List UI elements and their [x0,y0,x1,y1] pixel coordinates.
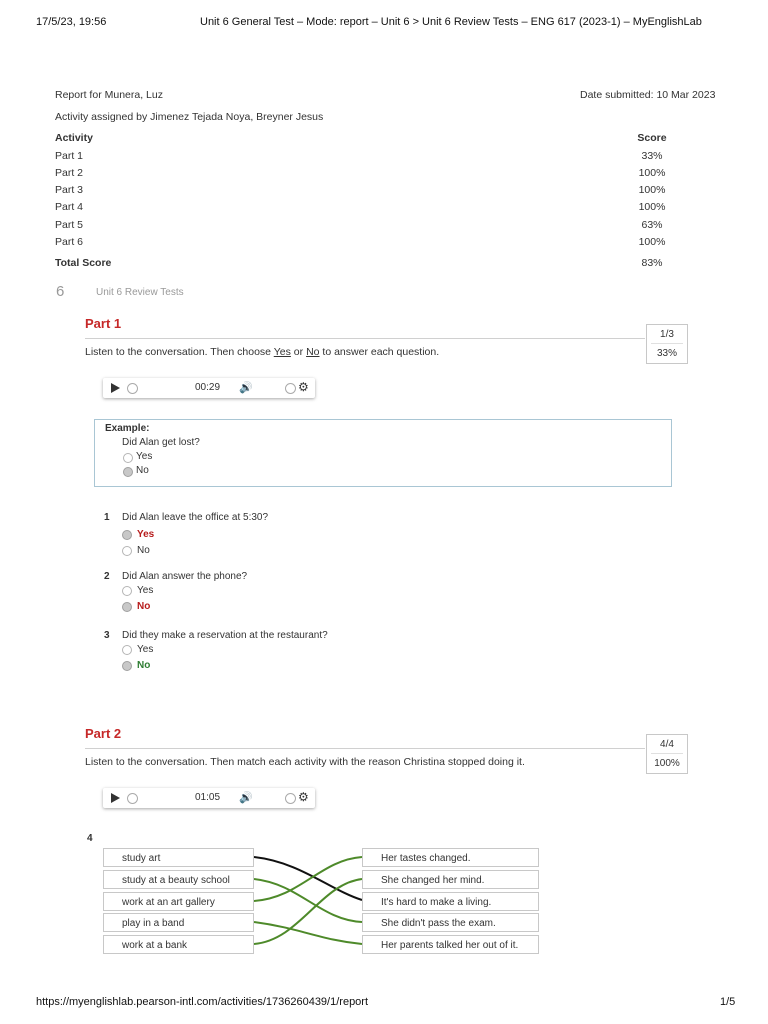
option-label: Yes [137,644,154,655]
match-left-item[interactable]: play in a band [103,913,254,932]
question-number: 2 [104,571,110,582]
question-number: 4 [87,833,93,844]
match-right-item[interactable]: Her tastes changed. [362,848,539,867]
activity-cell: Part 3 [55,184,84,196]
audio-time: 00:29 [195,382,221,393]
question-text: Did Alan answer the phone? [122,571,248,582]
total-score-label: Total Score [55,257,112,269]
question-number: 3 [104,630,110,641]
match-right-item[interactable]: Her parents talked her out of it. [362,935,539,954]
score-cell: 100% [638,236,666,248]
instruction-no: No [306,346,320,358]
score-cell: 100% [638,184,666,196]
part2-instructions: Listen to the conversation. Then match each activity with the reason Christina stopped doing it. [85,756,525,768]
total-score-value: 83% [641,257,663,269]
unit-title: Unit 6 Review Tests [96,287,184,298]
part2-score-percent: 100% [654,758,680,769]
option-label: No [136,465,149,476]
score-column-header: Score [637,132,667,144]
score-cell: 63% [641,219,663,231]
part1-score-percent: 33% [656,348,677,359]
score-cell: 33% [641,150,663,162]
report-for: Report for Munera, Luz [55,89,163,101]
question-text: Did they make a reservation at the restaurant? [122,630,328,641]
match-line [254,857,362,900]
activity-cell: Part 4 [55,201,84,213]
unit-number: 6 [56,283,65,300]
match-left-item[interactable]: work at an art gallery [103,892,254,911]
activity-cell: Part 5 [55,219,84,231]
part1-title: Part 1 [85,316,122,331]
print-page-number: 1/5 [720,996,736,1008]
option-label: No [137,660,151,671]
assigned-by: Activity assigned by Jimenez Tejada Noya, Breyner Jesus [55,111,324,123]
match-left-item[interactable]: study at a beauty school [103,870,254,889]
example-question: Did Alan get lost? [122,437,200,448]
date-submitted: Date submitted: 10 Mar 2023 [580,89,716,101]
volume-icon[interactable]: 🔊 [239,792,253,804]
part2-score-fraction: 4/4 [651,735,683,754]
match-right-item[interactable]: It's hard to make a living. [362,892,539,911]
example-label: Example: [105,423,150,434]
part2-title: Part 2 [85,726,122,741]
instruction-text: to answer each question. [319,346,440,358]
match-right-item[interactable]: She didn't pass the exam. [362,913,539,932]
score-cell: 100% [638,201,666,213]
activity-cell: Part 2 [55,167,84,179]
instruction-yes: Yes [273,346,291,358]
print-page-title: Unit 6 General Test – Mode: report – Unit 6 > Unit 6 Review Tests – ENG 617 (2023-1) – MyEnglishLab [200,16,702,28]
match-left-item[interactable]: study art [103,848,254,867]
instruction-text: Listen to the conversation. Then choose [85,346,274,358]
score-cell: 100% [638,167,666,179]
instruction-text: or [290,346,307,358]
audio-time: 01:05 [195,792,221,803]
gear-icon[interactable]: ⚙ [298,790,309,804]
question-number: 1 [104,512,110,523]
option-label: Yes [137,585,154,596]
activity-cell: Part 1 [55,150,84,162]
match-left-item[interactable]: work at a bank [103,935,254,954]
option-label: No [137,601,151,612]
gear-icon[interactable]: ⚙ [298,380,309,394]
part1-score-fraction: 1/3 [651,325,683,344]
match-right-item[interactable]: She changed her mind. [362,870,539,889]
volume-icon[interactable]: 🔊 [239,382,253,394]
question-text: Did Alan leave the office at 5:30? [122,512,269,523]
match-line [254,879,362,922]
activity-cell: Part 6 [55,236,84,248]
activity-column-header: Activity [55,132,93,144]
option-label: Yes [137,529,155,540]
print-url: https://myenglishlab.pearson-intl.com/activities/1736260439/1/report [36,996,369,1008]
option-label: Yes [136,451,153,462]
option-label: No [137,545,150,556]
print-datetime: 17/5/23, 19:56 [36,16,107,28]
